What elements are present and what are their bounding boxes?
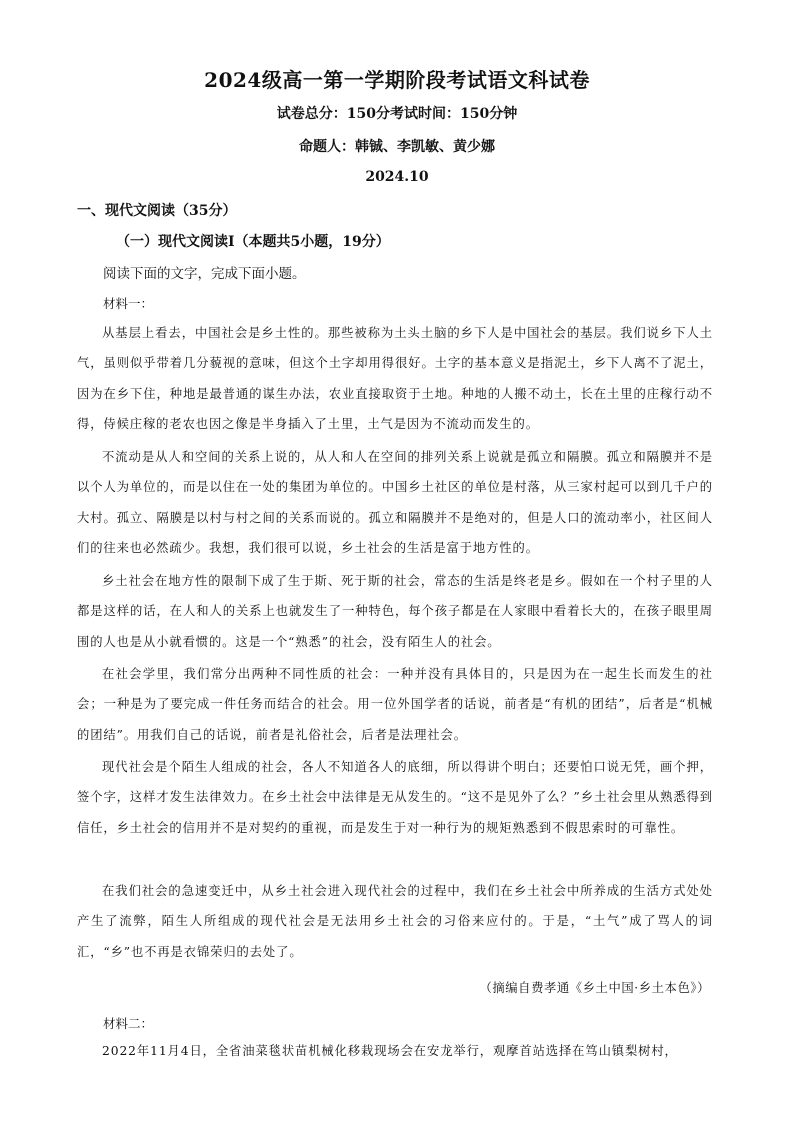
- material-1-paragraph: 从基层上看去，中国社会是乡土性的。那些被称为土头土脑的乡下人是中国社会的基层。我们说乡下人土气，虽则似乎带着几分藐视的意味，但这个土字却用得很好。土字的基本意义是指泥土，乡下人离不了泥土，因为在乡下住，种地是最普通的谋生办法，农业直接取资于土地。种地的人搬不动土，长在土里的庄稼行动不得，侍候庄稼的老农也因之像是半身插入了土里，土气是因为不流动而发生的。: [77, 326, 713, 432]
- exam-info: 试卷总分：150分考试时间：150分钟: [276, 106, 518, 122]
- material-1-paragraph: 不流动是从人和空间的关系上说的，从人和人在空间的排列关系上说就是孤立和隔膜。孤立和隔膜并不是以个人为单位的，而是以住在一处的集团为单位的。中国乡土社区的单位是村落，从三家村起可以到几千户的大村。孤立、隔膜是以村与村之间的关系而说的。孤立和隔膜并不是绝对的，但是人口的流动率小，社区间人们的往来也必然疏少。我想，我们很可以说，乡土社会的生活是富于地方性的。: [77, 450, 713, 556]
- part-heading: （一）现代文阅读Ⅰ（本题共5小题，19分）: [116, 234, 390, 250]
- reading-instruction: 阅读下面的文字，完成下面小题。: [103, 266, 306, 282]
- material-1-paragraph: 在社会学里，我们常分出两种不同性质的社会：一种并没有具体目的，只是因为在一起生长而发生的社会；一种是为了要完成一件任务而结合的社会。用一位外国学者的话说，前者是“有机的团结”，后者是“机械的团结”。用我们自己的话说，前者是礼俗社会，后者是法理社会。: [77, 667, 713, 742]
- material-2-paragraph: 2022年11月4日，全省油菜毯状苗机械化移栽现场会在安龙举行，观摩首站选择在笃山镇梨树村，: [102, 1044, 678, 1058]
- material-1-label: 材料一：: [103, 296, 154, 311]
- material-2-label: 材料二：: [103, 1016, 154, 1031]
- exam-title: 2024级高一第一学期阶段考试语文科试卷: [204, 68, 590, 92]
- material-1-paragraph: 现代社会是个陌生人组成的社会，各人不知道各人的底细，所以得讲个明白；还要怕口说无凭，画个押，签个字，这样才发生法律效力。在乡土社会中法律是无从发生的。“这不是见外了么？”乡土社会里从熟悉得到信任，乡土社会的信用并不是对契约的重视，而是发生于对一种行为的规矩熟悉到不假思索时的可靠性。: [77, 760, 713, 835]
- material-1-paragraph: 在我们社会的急速变迁中，从乡土社会进入现代社会的过程中，我们在乡土社会中所养成的生活方式处处产生了流弊，陌生人所组成的现代社会是无法用乡土社会的习俗来应付的。于是，“土气”成了骂人的词汇，“乡”也不再是衣锦荣归的去处了。: [77, 884, 713, 959]
- section-heading: 一、现代文阅读（35分）: [77, 203, 237, 219]
- material-1-paragraph: 乡土社会在地方性的限制下成了生于斯、死于斯的社会，常态的生活是终老是乡。假如在一个村子里的人都是这样的话，在人和人的关系上也就发生了一种特色，每个孩子都是在人家眼中看着长大的，在孩子眼里周围的人也是从小就看惯的。这是一个“熟悉”的社会，没有陌生人的社会。: [77, 574, 713, 649]
- material-1-source: （摘编自费孝通《乡土中国·乡土本色》）: [479, 981, 710, 995]
- exam-authors: 命题人：韩铖、李凯敏、黄少娜: [299, 139, 495, 155]
- exam-date: 2024.10: [365, 169, 429, 185]
